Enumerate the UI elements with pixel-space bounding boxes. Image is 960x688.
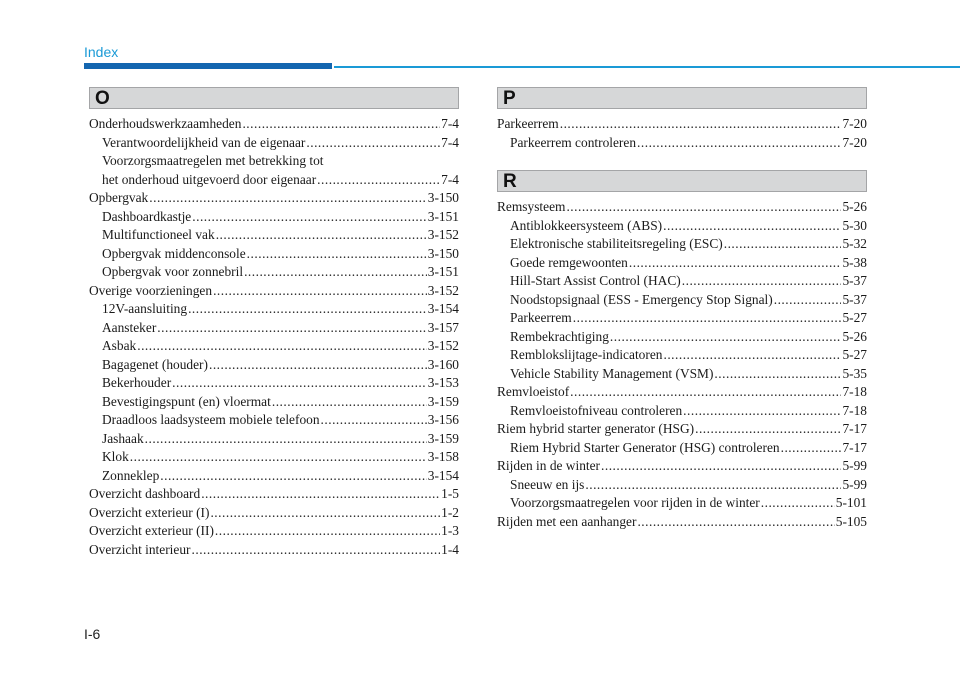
index-entry-text: Rijden met een aanhanger <box>497 513 637 529</box>
index-entry <box>497 235 867 254</box>
index-entry-text: Remvloeistofniveau controleren <box>510 402 683 418</box>
index-entry <box>89 319 459 338</box>
index-entry-page: 3-150 <box>427 245 459 261</box>
index-entry-page: 7-20 <box>842 134 867 150</box>
section-letter-label: P <box>503 88 516 109</box>
index-entry-text: Dashboardkastje <box>102 208 192 224</box>
index-entry <box>89 282 459 301</box>
index-entry-page: 1-3 <box>441 523 459 538</box>
dot-leader <box>192 541 441 560</box>
index-entry <box>89 374 459 393</box>
index-entry-page: 7-4 <box>441 171 459 187</box>
index-entry <box>497 457 867 476</box>
index-list-o <box>89 115 459 559</box>
index-entry-page: 5-38 <box>842 254 867 270</box>
index-entry <box>497 439 867 458</box>
index-entry-page: 3-156 <box>427 412 459 427</box>
index-entry-text: Parkeerrem controleren <box>510 134 637 150</box>
index-entry-page: 3-150 <box>427 190 459 205</box>
index-entry <box>497 309 867 328</box>
index-entry-text: Overzicht exterieur (I) <box>89 504 210 520</box>
dot-leader <box>573 309 842 328</box>
index-entry-text: Jashaak <box>102 430 144 446</box>
index-entry-page: 1-5 <box>441 486 459 501</box>
index-entry <box>497 476 867 495</box>
page-number: I-6 <box>84 626 101 642</box>
index-entry-text: Noodstopsignaal (ESS - Emergency Stop Signal) <box>510 291 773 307</box>
index-entry <box>497 494 867 513</box>
index-entry <box>497 383 867 402</box>
index-entry-text: Aansteker <box>102 319 157 335</box>
index-entry-page: 5-32 <box>842 236 867 251</box>
index-entry-page: 5-26 <box>842 199 867 214</box>
section-letter-label: R <box>503 171 517 192</box>
index-entry-page: 5-26 <box>842 328 867 344</box>
index-entry-text: Asbak <box>102 338 137 353</box>
index-entry-text: Zonneklep <box>102 467 160 483</box>
dot-leader <box>192 208 427 227</box>
index-entry-text: Antiblokkeersysteem (ABS) <box>510 217 663 233</box>
dot-leader <box>560 115 842 134</box>
dot-leader <box>637 134 841 153</box>
index-entry-page: 5-35 <box>842 365 867 381</box>
index-list-r <box>497 198 867 531</box>
index-entry <box>89 245 459 264</box>
index-entry-text: Parkeerrem <box>510 310 572 325</box>
index-entry-page: 5-30 <box>842 217 867 233</box>
index-entry-page: 5-37 <box>842 273 867 288</box>
index-entry <box>89 152 459 189</box>
index-entry-text: Voorzorgsmaatregelen voor rijden in de winter <box>510 495 760 510</box>
index-entry-page: 3-153 <box>427 375 459 390</box>
index-entry-text: Elektronische stabiliteitsregeling (ESC) <box>510 236 723 251</box>
index-entry <box>497 217 867 236</box>
dot-leader <box>145 430 427 449</box>
dot-leader <box>210 504 440 523</box>
dot-leader <box>566 198 841 217</box>
index-entry-text: Sneeuw en ijs <box>510 476 585 492</box>
section-letter-p <box>497 87 867 109</box>
index-entry-text: Opbergvak <box>89 190 149 205</box>
index-entry-page: 5-101 <box>835 495 867 510</box>
section-letter-o <box>89 87 459 109</box>
index-entry-text: Riem hybrid starter generator (HSG) <box>497 421 695 436</box>
index-entry-text: Multifunctioneel vak <box>102 227 215 242</box>
dot-leader <box>682 272 842 291</box>
index-entry-page: 3-152 <box>427 282 459 298</box>
dot-leader <box>137 337 427 356</box>
index-entry <box>497 272 867 291</box>
index-entry <box>89 300 459 319</box>
index-entry-page: 3-157 <box>427 319 459 335</box>
section-spacer <box>497 152 867 170</box>
dot-leader <box>663 217 841 236</box>
index-entry <box>497 346 867 365</box>
index-entry-page: 3-159 <box>427 430 459 446</box>
index-entry-text: Remblokslijtage-indicatoren <box>510 347 663 362</box>
index-entry-page: 5-37 <box>842 291 867 307</box>
dot-leader <box>714 365 841 384</box>
index-entry-page: 7-18 <box>842 402 867 418</box>
dot-leader <box>629 254 842 273</box>
section-letter-r <box>497 170 867 192</box>
index-entry-page: 7-4 <box>441 116 459 131</box>
index-entry-text: Overzicht dashboard <box>89 486 201 501</box>
index-entry-page: 7-4 <box>441 134 459 150</box>
index-entry <box>89 115 459 134</box>
dot-leader <box>149 189 426 208</box>
index-entry <box>89 134 459 153</box>
index-entry-page: 3-159 <box>427 393 459 409</box>
dot-leader <box>215 522 440 541</box>
index-entry-text: Voorzorgsmaatregelen met betrekking tot <box>102 153 324 168</box>
index-entry <box>89 226 459 245</box>
index-entry <box>89 485 459 504</box>
index-entry-page: 3-151 <box>427 208 459 224</box>
dot-leader <box>130 448 427 467</box>
index-entry-page: 5-105 <box>835 513 867 529</box>
index-entry-text: Riem Hybrid Starter Generator (HSG) controleren <box>510 439 780 455</box>
dot-leader <box>724 235 842 254</box>
index-entry-page: 5-99 <box>842 476 867 492</box>
dot-leader <box>774 291 842 310</box>
index-column-left <box>89 87 459 559</box>
index-header-title: Index <box>84 44 119 60</box>
index-entry-text: Remvloeistof <box>497 384 570 399</box>
index-entry-text: Rijden in de winter <box>497 458 601 473</box>
index-entry <box>89 337 459 356</box>
index-entry-text: Remsysteem <box>497 199 566 214</box>
index-entry-text: 12V-aansluiting <box>102 301 188 316</box>
index-entry <box>89 448 459 467</box>
index-entry-text: Draadloos laadsysteem mobiele telefoon <box>102 412 320 427</box>
index-entry <box>89 522 459 541</box>
index-entry <box>497 134 867 153</box>
dot-leader <box>570 383 841 402</box>
index-entry-page: 7-18 <box>842 384 867 399</box>
index-entry <box>497 115 867 134</box>
index-entry <box>497 328 867 347</box>
dot-leader <box>160 467 426 486</box>
index-entry-page: 3-151 <box>427 264 459 279</box>
index-entry-page: 7-20 <box>842 116 867 131</box>
index-entry-text: Overige voorzieningen <box>89 282 213 298</box>
index-entry-text: Klok <box>102 449 129 464</box>
index-entry-text: Opbergvak voor zonnebril <box>102 264 244 279</box>
index-entry <box>89 393 459 412</box>
dot-leader <box>272 393 427 412</box>
dot-leader <box>317 171 440 190</box>
dot-leader <box>585 476 841 495</box>
index-entry-page: 3-152 <box>427 338 459 353</box>
index-entry <box>497 291 867 310</box>
dot-leader <box>683 402 841 421</box>
index-entry <box>497 513 867 532</box>
dot-leader <box>172 374 427 393</box>
dot-leader <box>663 346 841 365</box>
index-entry-page: 5-27 <box>842 347 867 362</box>
dot-leader <box>610 328 842 347</box>
dot-leader <box>321 411 427 430</box>
index-entry <box>89 189 459 208</box>
index-entry <box>89 541 459 560</box>
dot-leader <box>601 457 841 476</box>
index-column-right <box>497 87 867 531</box>
index-entry-text: Vehicle Stability Management (VSM) <box>510 365 714 381</box>
dot-leader <box>247 245 427 264</box>
index-entry <box>89 356 459 375</box>
dot-leader <box>157 319 426 338</box>
dot-leader <box>761 494 835 513</box>
index-entry <box>497 402 867 421</box>
dot-leader <box>188 300 427 319</box>
header-rule-thin <box>334 66 960 68</box>
dot-leader <box>695 420 841 439</box>
index-entry-text: Bevestigingspunt (en) vloermat <box>102 393 271 409</box>
dot-leader <box>242 115 440 134</box>
index-entry-text: Verantwoordelijkheid van de eigenaar <box>102 134 306 150</box>
index-entry-text-continued: het onderhoud uitgevoerd door eigenaar <box>102 171 317 187</box>
index-entry <box>497 254 867 273</box>
index-entry-text: Opbergvak middenconsole <box>102 245 246 261</box>
index-entry <box>89 467 459 486</box>
index-entry-text: Rembekrachtiging <box>510 328 609 344</box>
index-entry-page: 3-154 <box>427 467 459 483</box>
index-entry-page: 1-2 <box>441 504 459 520</box>
index-entry <box>497 198 867 217</box>
section-letter-label: O <box>95 88 110 109</box>
index-entry-page: 7-17 <box>842 439 867 455</box>
index-entry <box>497 420 867 439</box>
index-entry-page: 5-27 <box>842 310 867 325</box>
index-entry-page: 3-160 <box>427 356 459 372</box>
index-entry-text: Hill-Start Assist Control (HAC) <box>510 273 681 288</box>
dot-leader <box>216 226 427 245</box>
index-entry-page: 1-4 <box>441 541 459 557</box>
index-entry-text: Bagagenet (houder) <box>102 356 208 372</box>
index-entry <box>89 208 459 227</box>
dot-leader <box>781 439 842 458</box>
index-entry-page: 7-17 <box>842 421 867 436</box>
index-entry-page: 3-158 <box>427 449 459 464</box>
index-entry-page: 3-152 <box>427 227 459 242</box>
index-entry <box>89 411 459 430</box>
dot-leader <box>306 134 440 153</box>
index-entry <box>89 430 459 449</box>
index-entry <box>497 365 867 384</box>
index-entry-text: Bekerhouder <box>102 375 172 390</box>
index-entry-text: Overzicht exterieur (II) <box>89 523 214 538</box>
header-rule-thick <box>84 63 332 69</box>
dot-leader <box>637 513 834 532</box>
index-entry-text: Onderhoudswerkzaamheden <box>89 116 242 131</box>
index-entry-text: Overzicht interieur <box>89 541 191 557</box>
index-entry-text: Goede remgewoonten <box>510 254 628 270</box>
dot-leader <box>213 282 427 301</box>
index-entry-line <box>102 171 459 190</box>
index-entry <box>89 263 459 282</box>
dot-leader <box>244 263 427 282</box>
index-entry-page: 5-99 <box>842 458 867 473</box>
dot-leader <box>209 356 427 375</box>
index-list-p <box>497 115 867 152</box>
index-entry-page: 3-154 <box>427 301 459 316</box>
index-entry-text: Parkeerrem <box>497 116 559 131</box>
index-entry <box>89 504 459 523</box>
dot-leader <box>201 485 440 504</box>
